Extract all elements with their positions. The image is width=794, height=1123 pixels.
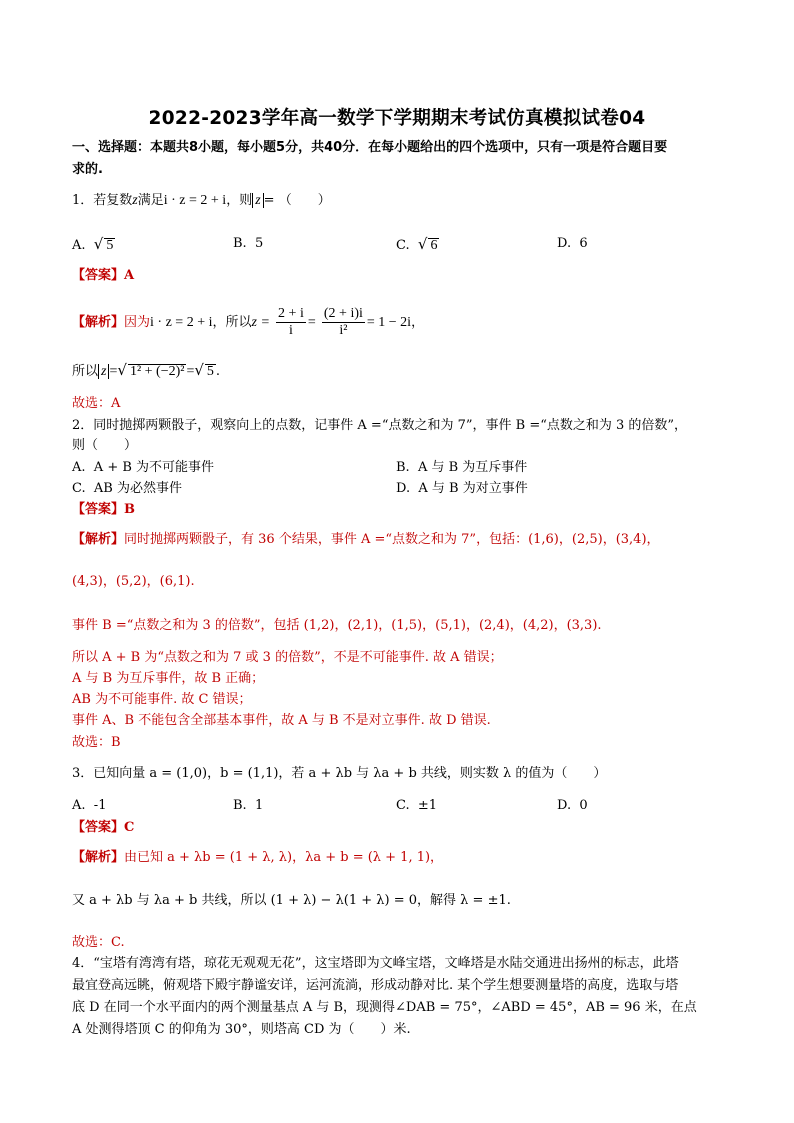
option-text: A + B 为不可能事件 xyxy=(93,460,215,475)
q1-line2-radicand: 1² + (−2)² xyxy=(129,364,185,379)
section-heading-line1: 一、选择题：本题共8小题，每小题5分，共40分．在每小题给出的四个选项中，只有一项是符合题目要 xyxy=(72,140,668,155)
q1-analysis-eq: i · z = 2 + i xyxy=(150,315,213,330)
q1-analysis-text: 因为 xyxy=(124,315,151,330)
q3-analysis-text: 由已知 a + λb = (1 + λ, λ)，λa + b = (λ + 1, 1)， xyxy=(124,850,444,865)
option-text: AB 为必然事件 xyxy=(93,481,182,496)
q3-choose: 故选：C. xyxy=(72,935,125,950)
q1-analysis-line2: 所以 z =√ 1² + (−2)² =√ 5 . xyxy=(72,361,221,379)
q3-analysis-tag: 【解析】 xyxy=(72,850,125,865)
q2-stem-line2: 则（ ） xyxy=(72,438,138,453)
q4-line3: 底 D 在同一个水平面内的两个测量基点 A 与 B，现测得∠DAB = 75°，∠ABD = 45°，AB = 96 米，在点 xyxy=(72,1000,697,1015)
option-value: 1 xyxy=(254,798,264,813)
q3-analysis-line1 xyxy=(72,850,443,866)
q1-line2-eq2: = xyxy=(186,364,195,379)
q3-option-b xyxy=(233,798,263,814)
q4-line1: 4．“宝塔有湾湾有塔，琼花无观观无花”，这宝塔即为文峰宝塔，文峰塔是水陆交通进出扬州的标志，此塔 xyxy=(72,956,679,971)
option-value: 6 xyxy=(579,236,588,251)
option-value: 5 xyxy=(254,236,264,251)
q1-stem-abs-var: z xyxy=(255,193,261,208)
q1-line2-eq: = xyxy=(109,364,118,379)
q1-answer: 【答案】A xyxy=(72,268,135,283)
q1-analysis-result: = 1 − 2i xyxy=(366,315,412,330)
q1-stem-suffix: = （ ） xyxy=(263,193,331,208)
q2-analysis-line4: 所以 A + B 为“点数之和为 7 或 3 的倍数”，不是不可能事件. 故 A 错误； xyxy=(72,650,503,665)
q1-stem xyxy=(72,193,331,209)
q1-line2-period: . xyxy=(215,364,221,379)
q3-option-d xyxy=(557,798,588,814)
option-letter: D. xyxy=(557,798,572,813)
q1-stem-then: ，则 xyxy=(226,193,253,208)
q2-answer: 【答案】B xyxy=(72,502,135,517)
q1-analysis-z: z = xyxy=(251,315,270,330)
fraction-numerator: 2 + i xyxy=(278,306,304,321)
option-value: 0 xyxy=(579,798,588,813)
q4-line4: A 处测得塔顶 C 的仰角为 30°，则塔高 CD 为（ ）米. xyxy=(72,1022,411,1037)
q1-option-c: C. √ 6 xyxy=(396,235,438,253)
q1-analysis-comma: ， xyxy=(411,315,425,330)
q2-analysis-line2: (4,3)，(5,2)，(6,1). xyxy=(72,574,195,589)
q1-line2-var: z xyxy=(101,364,107,379)
option-letter: A. xyxy=(72,798,86,813)
q1-stem-mid: 满足 xyxy=(137,193,164,208)
q2-option-a xyxy=(72,460,214,476)
option-letter: B. xyxy=(396,460,410,475)
q1-option-b xyxy=(233,236,263,252)
q2-option-b xyxy=(396,460,527,476)
option-value: ±1 xyxy=(417,798,438,813)
q1-analysis-line1: 【解析】因为i · z = 2 + i，所以z = $\frac{2 + i}{i}$ = $\frac{(2 + i)i}{\text{i²}}$ = 1 − 2i， xyxy=(72,306,425,338)
q2-option-c xyxy=(72,481,182,497)
option-value: 5 xyxy=(106,238,114,253)
q1-analysis-tag: 【解析】 xyxy=(72,315,125,330)
fraction-numerator: (2 + i)i xyxy=(323,306,363,321)
option-letter: B. xyxy=(233,798,247,813)
q2-stem-line1: 2．同时抛掷两颗骰子，观察向上的点数，记事件 A =“点数之和为 7”，事件 B =“点数之和为 3 的倍数”， xyxy=(72,418,688,433)
option-letter: D. xyxy=(396,481,411,496)
q3-option-a xyxy=(72,798,106,814)
option-text: A 与 B 为互斥事件 xyxy=(417,460,528,475)
q1-stem-abs xyxy=(252,193,263,208)
q3-stem: 3．已知向量 a = (1,0)，b = (1,1)，若 a + λb 与 λa + b 共线，则实数 λ 的值为（ ） xyxy=(72,766,607,781)
q3-analysis-line2: 又 a + λb 与 λa + b 共线，所以 (1 + λ) − λ(1 + λ) = 0，解得 λ = ±1. xyxy=(72,893,511,908)
q2-analysis-line5: A 与 B 为互斥事件，故 B 正确； xyxy=(72,671,265,686)
q2-analysis-tag: 【解析】 xyxy=(72,532,125,547)
fraction-denominator: i² xyxy=(339,323,348,338)
option-value: -1 xyxy=(93,798,107,813)
option-value: 6 xyxy=(430,238,438,253)
option-letter: A. xyxy=(72,238,86,253)
q1-analysis-so: ，所以 xyxy=(212,315,252,330)
q1-option-a: A. √ 5 xyxy=(72,235,114,253)
option-letter: C. xyxy=(396,238,410,253)
q2-analysis-line3: 事件 B =“点数之和为 3 的倍数”，包括 (1,2)，(2,1)，(1,5)，(5,1)，(2,4)，(4,2)，(3,3). xyxy=(72,618,602,633)
q3-option-c xyxy=(396,798,437,814)
q1-line2-prefix: 所以 xyxy=(72,364,99,379)
q1-stem-equation: i · z = 2 + i xyxy=(163,193,227,208)
page-title: 2022-2023学年高一数学下学期期末考试仿真模拟试卷04 xyxy=(148,108,646,129)
q1-choose: 故选：A xyxy=(72,396,121,411)
q1-stem-var: z xyxy=(132,193,138,208)
q1-stem-prefix: 1．若复数 xyxy=(72,193,133,208)
q1-fraction-1 xyxy=(276,306,306,339)
q2-analysis-line7: 事件 A、B 不能包含全部基本事件，故 A 与 B 不是对立事件. 故 D 错误. xyxy=(72,713,491,728)
option-letter: C. xyxy=(396,798,410,813)
option-letter: B. xyxy=(233,236,247,251)
q1-line2-abs xyxy=(98,364,109,379)
q1-option-d xyxy=(557,236,588,252)
q3-answer: 【答案】C xyxy=(72,820,135,835)
fraction-denominator: i xyxy=(289,323,293,338)
q2-option-d xyxy=(396,481,528,497)
q2-analysis-line6: AB 为不可能事件. 故 C 错误； xyxy=(72,692,252,707)
q4-line2: 最宜登高远眺，俯观塔下殿宇静谧安详，运河流淌，形成动静对比. 某个学生想要测量塔的高度，选取与塔 xyxy=(72,978,679,993)
section-heading-line2: 求的. xyxy=(72,162,103,177)
option-letter: D. xyxy=(557,236,572,251)
option-text: A 与 B 为对立事件 xyxy=(418,481,528,496)
q2-analysis-text: 同时抛掷两颗骰子，有 36 个结果，事件 A =“点数之和为 7”，包括：(1,6)，(2,5)，(3,4)， xyxy=(124,532,660,547)
option-letter: A. xyxy=(72,460,86,475)
q2-choose: 故选：B xyxy=(72,735,121,750)
q2-analysis-line1 xyxy=(72,532,660,548)
option-letter: C. xyxy=(72,481,86,496)
q1-line2-result: 5 xyxy=(206,364,214,379)
q1-fraction-2 xyxy=(322,306,365,339)
